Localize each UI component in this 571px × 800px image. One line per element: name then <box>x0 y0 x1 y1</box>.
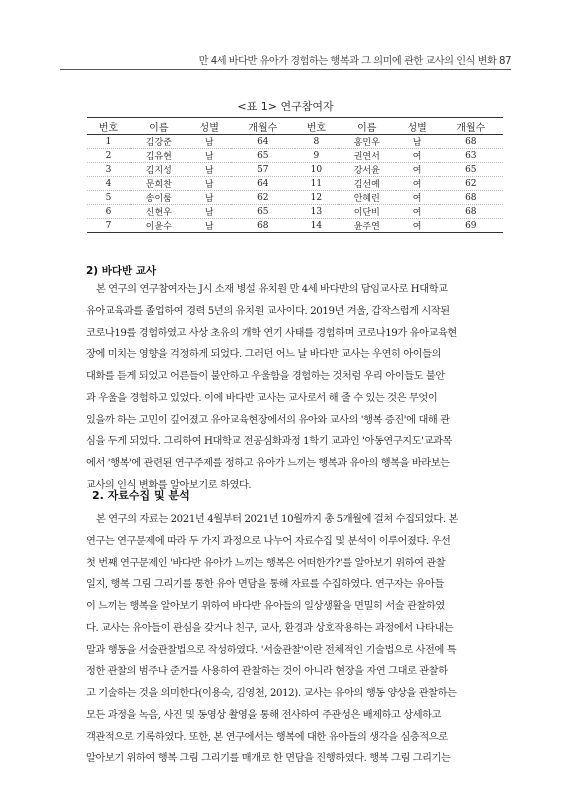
table-cell: 안혜린 <box>338 191 396 205</box>
table-cell: 2 <box>87 149 130 163</box>
text-line: 고 기술하는 것을 의미한다(이용숙, 김영천, 2012). 교사는 유아의 행동 양상을 관찰하는 <box>86 688 457 699</box>
table-header-row <box>87 118 503 135</box>
data-collection-paragraph <box>86 509 508 770</box>
table-cell: 3 <box>87 163 130 177</box>
text-line: 객관적으로 기록하였다. 또한, 본 연구에서는 행복에 대한 유아들의 생각을 심층적으로 <box>86 731 448 743</box>
column-header: 번호 <box>295 118 338 135</box>
table-cell: 남 <box>188 163 231 177</box>
table-cell: 57 <box>231 163 295 177</box>
table-cell: 김강준 <box>130 135 188 149</box>
table-row <box>87 135 503 149</box>
section-heading-data-collection: 2. 자료수집 및 분석 <box>92 489 190 502</box>
table-cell: 9 <box>295 149 338 163</box>
table-row <box>87 191 503 205</box>
table-row <box>87 177 503 191</box>
table-cell: 64 <box>231 135 295 149</box>
table-cell: 여 <box>396 205 439 219</box>
table-cell: 69 <box>465 220 477 231</box>
table-cell: 68 <box>439 135 503 149</box>
table-row <box>87 163 503 177</box>
table-cell: 1 <box>87 135 130 149</box>
table-cell: 65 <box>439 163 503 177</box>
participants-table <box>87 117 503 233</box>
text-line: 심을 두게 되었다. 그리하여 H대학교 전공심화과정 1학기 교과인 '아동연구지도'교과목 <box>86 436 452 448</box>
table-cell: 남 <box>204 222 214 232</box>
table-cell: 68 <box>439 205 503 219</box>
table-cell: 12 <box>295 191 338 205</box>
column-header: 개월수 <box>439 118 503 135</box>
teacher-paragraph <box>86 279 508 497</box>
text-line: 이 느끼는 행복을 알아보기 위하여 바다반 유아들의 일상생활을 면밀히 서술 관찰하였 <box>86 601 445 612</box>
table-cell: 65 <box>231 205 295 219</box>
table-cell: 여 <box>396 191 439 205</box>
table-cell: 이단비 <box>338 205 396 219</box>
table-cell: 강서윤 <box>338 163 396 177</box>
section-heading-teacher: 2) 바다반 교사 <box>86 265 157 277</box>
table-cell: 신현우 <box>130 205 188 219</box>
table-cell: 5 <box>87 191 130 205</box>
table-cell: 8 <box>295 135 338 149</box>
table-cell: 62 <box>231 191 295 205</box>
running-header: 만 4세 바다반 유아가 경험하는 행복과 그 의미에 관한 교사의 인식 변화 87 <box>198 56 511 67</box>
table-cell: 김선예 <box>338 177 396 191</box>
table-cell: 남 <box>188 135 231 149</box>
table-row <box>87 205 503 219</box>
table-cell: 여 <box>396 177 439 191</box>
table-cell: 남 <box>396 135 439 149</box>
text-line: 정한 관찰의 범주나 준거를 사용하여 관찰하는 것이 아니라 현장을 자연 그대로 관찰하 <box>86 666 448 678</box>
column-header: 성별 <box>396 118 439 135</box>
text-line: 다. 교사는 유아들이 관심을 갖거나 친구, 교사, 환경과 상호작용하는 과정에서 나타내는 <box>86 622 454 634</box>
text-line: 에서 '행복'에 관련된 연구주제를 정하고 유아가 느끼는 행복과 유아의 행복을 바라보는 <box>86 458 450 469</box>
table-cell: 송이룸 <box>130 191 188 205</box>
text-line: 본 연구의 연구참여자는 J시 소재 병설 유치원 만 4세 바다반의 담임교사로 H대학교 <box>96 284 448 295</box>
column-header: 번호 <box>87 118 130 135</box>
table-cell: 62 <box>439 177 503 191</box>
table-cell: 63 <box>439 149 503 163</box>
text-line: 일지, 행복 그림 그리기를 통한 유아 면담을 통해 자료를 수집하였다. 연구자는 유아들 <box>86 579 444 591</box>
table-cell: 68 <box>439 191 503 205</box>
column-header: 성별 <box>188 118 231 135</box>
table-cell: 여 <box>412 222 422 232</box>
text-line: 대화를 듣게 되었고 어른들이 불안하고 우울함을 경험하는 것처럼 우리 아이들도 불안 <box>86 371 445 382</box>
column-header: 이름 <box>338 118 396 135</box>
table-cell: 64 <box>231 177 295 191</box>
table-cell: 65 <box>231 149 295 163</box>
table-cell: 4 <box>87 177 130 191</box>
text-line: 첫 번째 연구문제인 '바다반 유아가 느끼는 행복은 어떠한가?'를 알아보기 위하여 관찰 <box>86 557 446 569</box>
table-body <box>87 135 503 233</box>
header-rule <box>60 69 511 70</box>
table-cell: 홍민우 <box>338 135 396 149</box>
text-line: 본 연구의 자료는 2021년 4월부터 2021년 10월까지 총 5개월에 걸쳐 수집되었다. 본 <box>96 514 458 525</box>
table-cell: 남 <box>188 191 231 205</box>
text-line: 장에 미치는 영향을 걱정하게 되었다. 그러던 어느 날 바다반 교사는 우연히 아이들의 <box>86 349 442 361</box>
text-line: 연구는 연구문제에 따라 두 가지 과정으로 나누어 자료수집 및 분석이 이루어졌다. 우선 <box>86 535 451 547</box>
table-cell: 10 <box>295 163 338 177</box>
text-line: 모든 과정을 녹음, 사진 및 동영상 촬영을 통해 전사하여 주관성은 배제하고 상세하고 <box>86 709 442 721</box>
table-row <box>87 149 503 163</box>
table-cell: 김유현 <box>130 149 188 163</box>
table-cell: 김지성 <box>130 163 188 177</box>
text-line: 과 우울을 경험하고 있었다. 이에 바다반 교사는 교사로서 해 줄 수 있는 것은 무엇이 <box>86 392 438 404</box>
table-caption: <표 1> 연구참여자 <box>237 100 334 113</box>
text-line: 있을까 하는 고민이 깊어졌고 유아교육현장에서의 유아와 교사의 '행복 증진'에 대해 관 <box>86 414 450 426</box>
table-cell: 여 <box>396 163 439 177</box>
table-cell: 13 <box>295 205 338 219</box>
table-cell: 이윤수 <box>145 222 172 232</box>
table-cell: 여 <box>396 149 439 163</box>
table-cell: 문희찬 <box>130 177 188 191</box>
column-header: 이름 <box>130 118 188 135</box>
text-line: 교사의 인식 변화를 알아보기로 하였다. <box>86 479 252 491</box>
table-cell: 6 <box>87 205 130 219</box>
table-cell: 11 <box>295 177 338 191</box>
table-cell: 68 <box>257 220 269 231</box>
text-line: 코로나19를 경험하였고 사상 초유의 개학 연기 사태를 경험하며 코로나19가 유아교육현 <box>86 327 457 339</box>
table-cell: 남 <box>188 149 231 163</box>
table-cell: 권연서 <box>338 149 396 163</box>
table-row <box>87 219 503 233</box>
table-cell: 윤주연 <box>353 222 380 232</box>
table-cell: 남 <box>188 177 231 191</box>
table-cell: 14 <box>310 220 323 231</box>
table-cell: 남 <box>188 205 231 219</box>
text-line: 말과 행동을 서술관찰법으로 작성하였다. '서술관찰'이란 전체적인 기술법으로 사전에 특 <box>86 644 457 656</box>
column-header: 개월수 <box>231 118 295 135</box>
table-cell: 7 <box>105 220 112 231</box>
text-line: 알아보기 위하여 행복 그림 그리기를 매개로 한 면담을 진행하였다. 행복 그림 그리기는 <box>86 753 451 765</box>
text-line: 유아교육과를 졸업하여 경력 5년의 유치원 교사이다. 2019년 겨울, 갑작스럽게 시작된 <box>86 305 450 317</box>
